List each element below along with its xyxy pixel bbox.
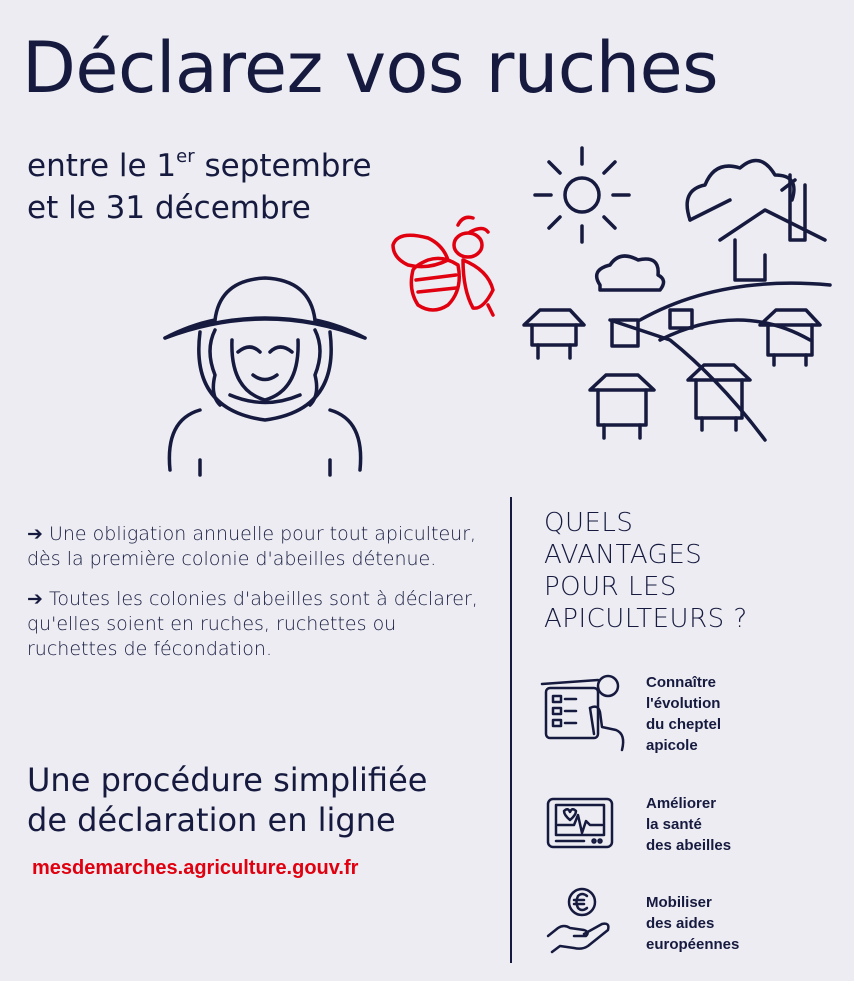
procedure-line-1: Une procédure simplifiée xyxy=(27,761,428,799)
procedure-heading xyxy=(27,760,497,840)
euro-hand-icon xyxy=(544,884,616,956)
tablet-touch-icon xyxy=(538,672,630,752)
dates-sup: er xyxy=(176,146,195,167)
advantage-text: des abeilles xyxy=(646,837,732,854)
health-monitor-icon xyxy=(544,795,616,853)
advantage-text: Mobiliser xyxy=(646,894,712,911)
advantage-item-2 xyxy=(646,793,731,856)
advantage-text: du cheptel xyxy=(646,716,722,733)
advantage-text: l'évolution xyxy=(646,695,721,712)
hives-landscape-icon xyxy=(520,140,840,450)
advantage-item-3 xyxy=(646,892,739,955)
vertical-divider xyxy=(510,497,512,963)
advantages-title xyxy=(544,507,834,635)
procedure-line-2: de déclaration en ligne xyxy=(27,801,396,839)
advantages-title-line: POUR LES xyxy=(544,572,677,602)
page-title: Déclarez vos ruches xyxy=(22,27,719,109)
bullet-colonies: ➔ Toutes les colonies d'abeilles sont à déclarer, qu'elles soient en ruches, ruchettes ou ruchettes de fécondation. xyxy=(27,588,478,660)
dates-line-2: et le 31 décembre xyxy=(27,190,311,226)
dates-prefix: entre le 1 xyxy=(27,148,177,184)
beekeeper-icon xyxy=(160,270,370,480)
bee-icon xyxy=(388,210,508,325)
dates-block xyxy=(27,145,372,229)
website-link[interactable]: mesdemarches.agriculture.gouv.fr xyxy=(32,857,359,879)
advantage-text: la santé xyxy=(646,816,702,833)
advantage-text: Améliorer xyxy=(646,795,717,812)
advantages-title-line: AVANTAGES xyxy=(544,540,703,570)
dates-suffix: septembre xyxy=(194,148,372,184)
dates-line-1 xyxy=(27,145,372,187)
bullet-obligation: ➔ Une obligation annuelle pour tout apiculteur, dès la première colonie d'abeilles détenue. xyxy=(27,523,477,570)
bullet-list xyxy=(27,522,487,677)
advantage-text: apicole xyxy=(646,737,698,754)
advantage-text: Connaître xyxy=(646,674,717,691)
advantage-text: des aides xyxy=(646,915,715,932)
advantages-title-line: QUELS xyxy=(544,508,634,538)
advantage-item-1 xyxy=(646,672,721,756)
advantages-title-line: APICULTEURS ? xyxy=(544,604,748,634)
advantage-text: européennes xyxy=(646,936,740,953)
